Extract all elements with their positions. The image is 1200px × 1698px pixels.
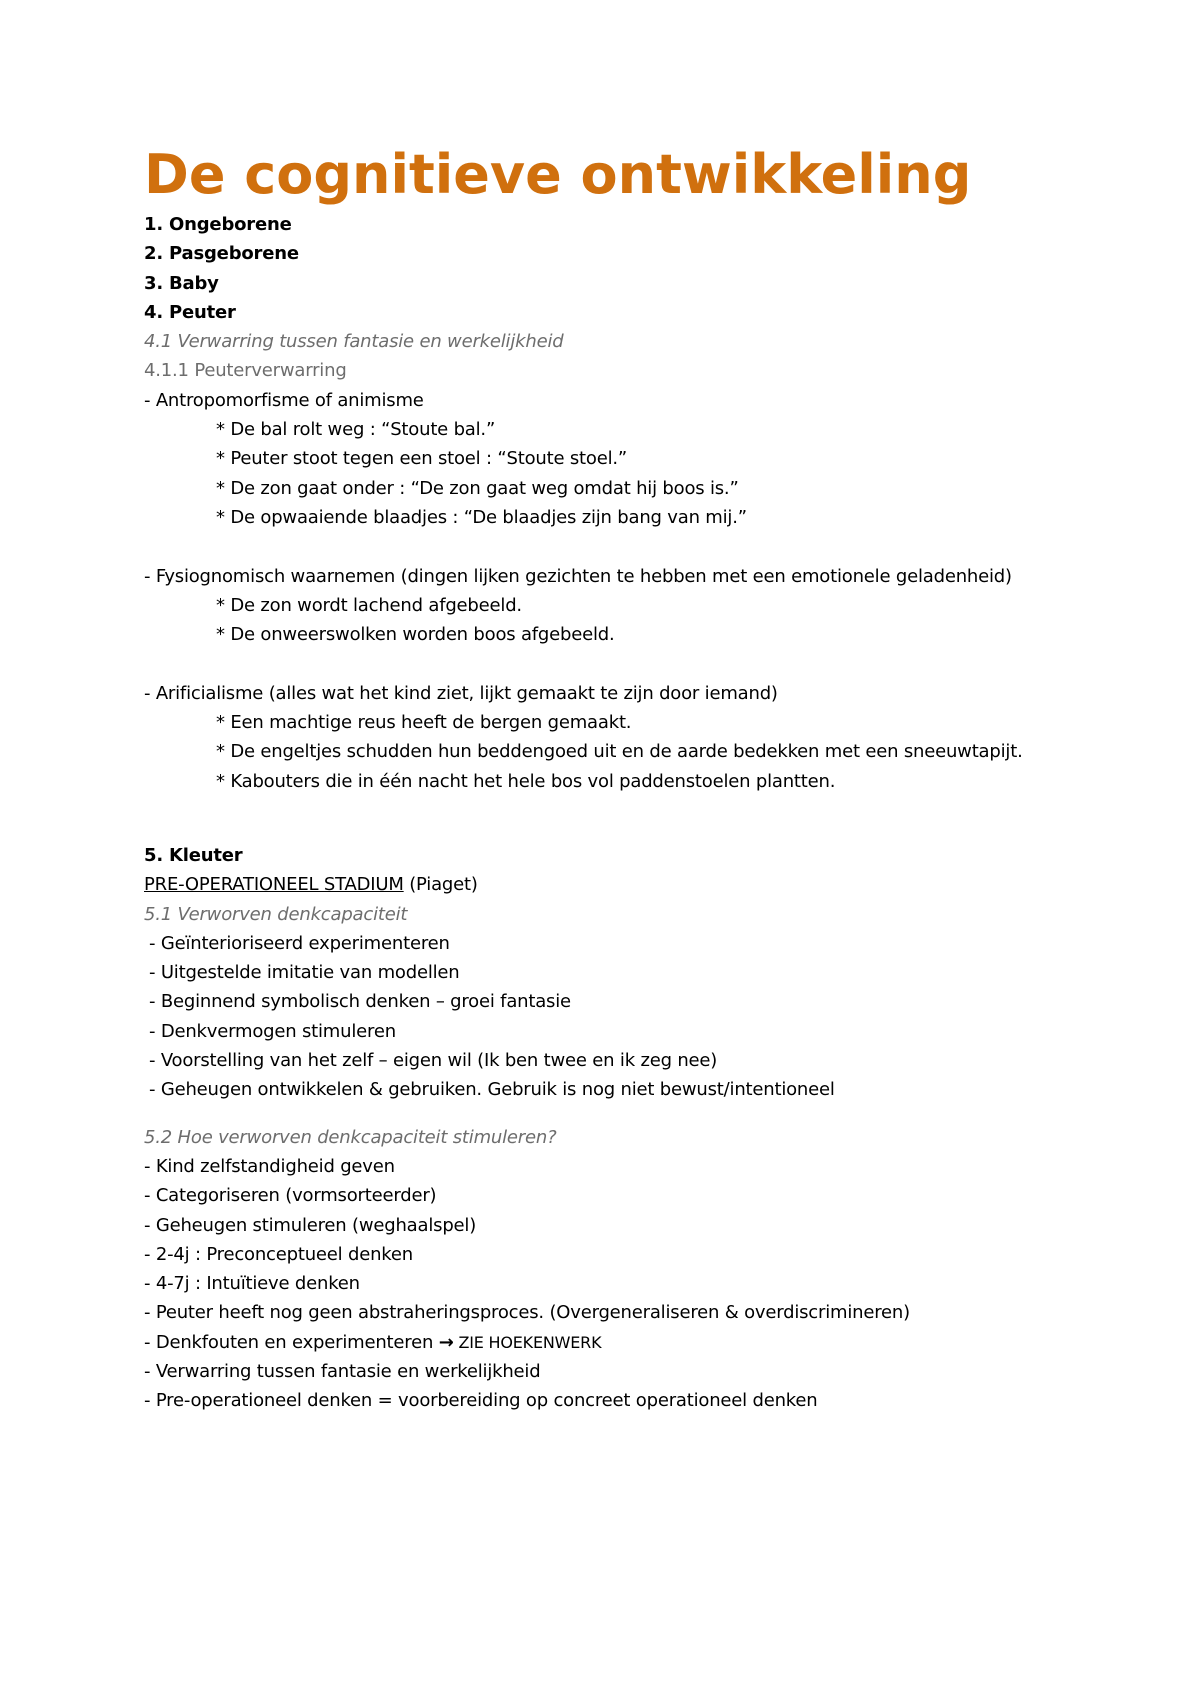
list-heading: - Fysiognomisch waarnemen (dingen lijken gezichten te hebben met een emotionele geladenheid) xyxy=(144,565,1012,587)
subheading: 4.1 Verwarring tussen fantasie en werkelijkheid xyxy=(144,331,564,353)
section-heading: 1. Ongeborene xyxy=(144,214,292,235)
stage-source: (Piaget) xyxy=(403,874,478,896)
list-heading: - Arificialisme (alles wat het kind ziet, lijkt gemaakt te zijn door iemand) xyxy=(144,682,778,704)
list-item: - Kind zelfstandigheid geven xyxy=(144,1155,395,1177)
page-title: De cognitieve ontwikkeling xyxy=(144,143,972,206)
list-item: - 4-7j : Intuïtieve denken xyxy=(144,1273,360,1295)
list-item: * De engeltjes schudden hun beddengoed uit en de aarde bedekken met een sneeuwtapijt. xyxy=(216,741,1023,763)
list-item: - 2-4j : Preconceptueel denken xyxy=(144,1243,413,1265)
list-item: * De zon wordt lachend afgebeeld. xyxy=(216,594,522,616)
arrow-right-icon: → xyxy=(438,1331,454,1353)
list-heading: - Antropomorfisme of animisme xyxy=(144,389,424,411)
stage-name: PRE-OPERATIONEEL STADIUM xyxy=(144,874,404,896)
spacer xyxy=(144,532,1084,561)
list-item: - Beginnend symbolisch denken – groei fantasie xyxy=(149,991,571,1013)
list-item: - Categoriseren (vormsorteerder) xyxy=(144,1185,437,1207)
section-heading: 3. Baby xyxy=(144,272,219,294)
subheading: 5.2 Hoe verworven denkcapaciteit stimuleren? xyxy=(144,1126,557,1148)
spacer xyxy=(144,796,1084,841)
list-item: * Een machtige reus heeft de bergen gemaakt. xyxy=(216,712,632,734)
list-item: - Denkvermogen stimuleren xyxy=(149,1020,396,1042)
list-item: - Peuter heeft nog geen abstraheringsproces. (Overgeneraliseren & overdiscrimineren) xyxy=(144,1302,910,1324)
spacer xyxy=(144,1105,1084,1123)
list-item: * Kabouters die in één nacht het hele bos vol paddenstoelen plantten. xyxy=(216,770,836,792)
subheading: 5.1 Verworven denkcapaciteit xyxy=(144,903,408,925)
spacer xyxy=(144,649,1084,678)
list-item: - Geheugen ontwikkelen & gebruiken. Gebruik is nog niet bewust/intentioneel xyxy=(149,1079,835,1101)
list-item: - Uitgestelde imitatie van modellen xyxy=(149,962,460,984)
list-item: * De zon gaat onder : “De zon gaat weg omdat hij boos is.” xyxy=(216,477,739,499)
list-item: * De opwaaiende blaadjes : “De blaadjes zijn bang van mij.” xyxy=(216,506,747,528)
list-item: * De onweerswolken worden boos afgebeeld. xyxy=(216,624,615,646)
list-item xyxy=(144,1328,1084,1357)
subsubheading: 4.1.1 Peuterverwarring xyxy=(144,360,347,382)
stage-line xyxy=(144,870,1084,899)
section-heading: 4. Peuter xyxy=(144,301,236,323)
list-item: - Verwarring tussen fantasie en werkelijkheid xyxy=(144,1360,541,1382)
list-item: - Voorstelling van het zelf – eigen wil (Ik ben twee en ik zeg nee) xyxy=(149,1050,718,1072)
list-item: - Pre-operationeel denken = voorbereiding op concreet operationeel denken xyxy=(144,1390,818,1412)
list-item: - Geïnterioriseerd experimenteren xyxy=(149,932,450,954)
list-item: * Peuter stoot tegen een stoel : “Stoute stoel.” xyxy=(216,448,628,470)
section-heading: 5. Kleuter xyxy=(144,844,243,866)
list-item: - Geheugen stimuleren (weghaalspel) xyxy=(144,1214,477,1236)
document-page xyxy=(144,142,1084,1416)
cross-reference: ZIE HOEKENWERK xyxy=(453,1332,602,1352)
list-item: * De bal rolt weg : “Stoute bal.” xyxy=(216,419,496,441)
section-heading: 2. Pasgeborene xyxy=(144,243,299,265)
denkfouten-text: - Denkfouten en experimenteren xyxy=(144,1331,439,1353)
